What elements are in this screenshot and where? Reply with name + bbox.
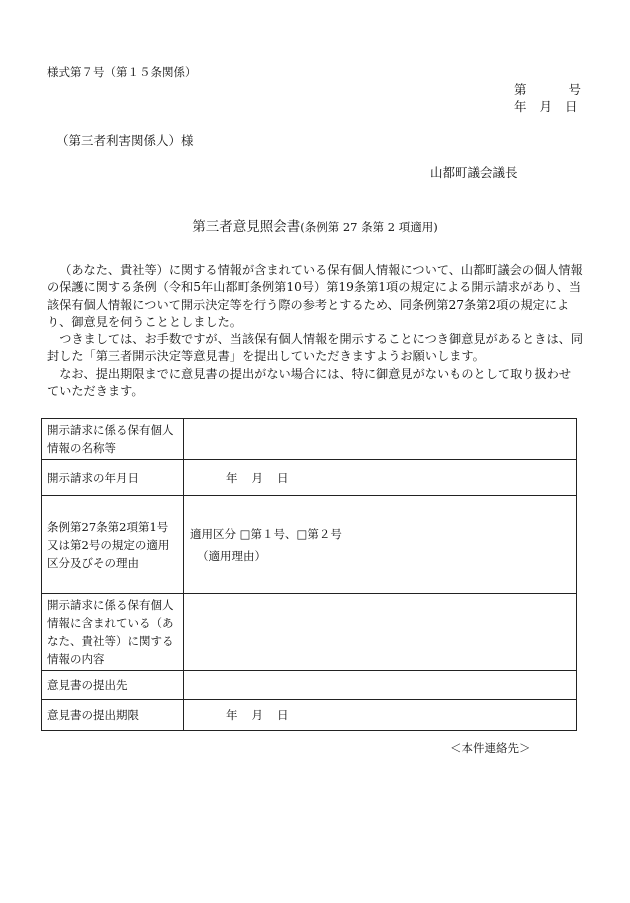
table-row [42,496,577,594]
title-main: 第三者意見照会書 [192,219,301,235]
doc-number-prefix: 第 [514,82,527,97]
applicable-reason[interactable]: （適用理由） [197,548,266,563]
row-value-submission-deadline[interactable] [184,700,577,731]
category-label: 適用区分 [190,526,236,541]
date-day: 日 [565,99,578,114]
row-label-request-date: 開示請求の年月日 [42,460,184,496]
deadline-month: 月 [251,708,263,722]
row-value-applicable-category [184,496,577,594]
row-value-submission-destination[interactable] [184,671,577,700]
info-table [41,418,577,731]
date-year: 年 [514,99,527,114]
row-value-request-date[interactable] [184,460,577,496]
document-date [514,97,578,115]
row-label-related-info: 開示請求に係る保有個人情報に含まれている（あなた、貴社等）に関する情報の内容 [42,594,184,671]
addressee: （第三者利害関係人）様 [56,133,194,148]
row-label-applicable-category: 条例第27条第2項第1号又は第2号の規定の適用区分及びその理由 [42,496,184,594]
row-label-info-name: 開示請求に係る保有個人情報の名称等 [42,419,184,460]
doc-number-suffix: 号 [568,82,582,97]
table-row [42,671,577,700]
table-row [42,460,577,496]
body-paragraph-2: つきましては、お手数ですが、当該保有個人情報を開示することにつき御意見があるときは、同封した「第三者開示決定等意見書」を提出していただきますようお願いします。 [47,332,584,364]
date-month: 月 [539,99,553,114]
form-identifier: 様式第７号（第１５条関係） [47,65,197,79]
sender: 山都町議会議長 [430,165,518,180]
table-row [42,700,577,731]
row-value-info-name[interactable] [184,419,577,460]
table-row [42,594,577,671]
document-title [0,215,630,235]
option-item-1-checkbox[interactable]: □第１号、 [239,526,297,541]
contact-heading: ＜本件連絡先＞ [450,741,531,755]
request-date-year: 年 [226,470,238,485]
row-label-submission-destination: 意見書の提出先 [42,671,184,700]
request-date-day: 日 [277,470,289,485]
row-value-related-info[interactable] [184,594,577,671]
table-row [42,419,577,460]
title-sub: (条例第 27 条第 2 項適用) [300,220,438,234]
body-paragraph-3: なお、提出期限までに意見書の提出がない場合には、特に御意見がないものとして取り扱わせていただきます。 [47,366,572,399]
deadline-day: 日 [277,708,289,722]
deadline-year: 年 [226,708,238,722]
body-text [47,262,583,400]
document-number [514,80,581,98]
request-date-month: 月 [251,470,263,485]
option-item-2-checkbox[interactable]: □第２号 [296,526,342,541]
row-label-submission-deadline: 意見書の提出期限 [42,700,184,731]
body-paragraph-1: （あなた、貴社等）に関する情報が含まれている保有個人情報について、山都町議会の個人情報の保護に関する条例（令和5年山都町条例第10号）第19条第1項の規定による開示請求があり、当該保有個人情報について開示決定等を行う際の参考とするため、同条例第27条第2項の規定により、御意見を伺うこととしました。 [47,263,583,329]
